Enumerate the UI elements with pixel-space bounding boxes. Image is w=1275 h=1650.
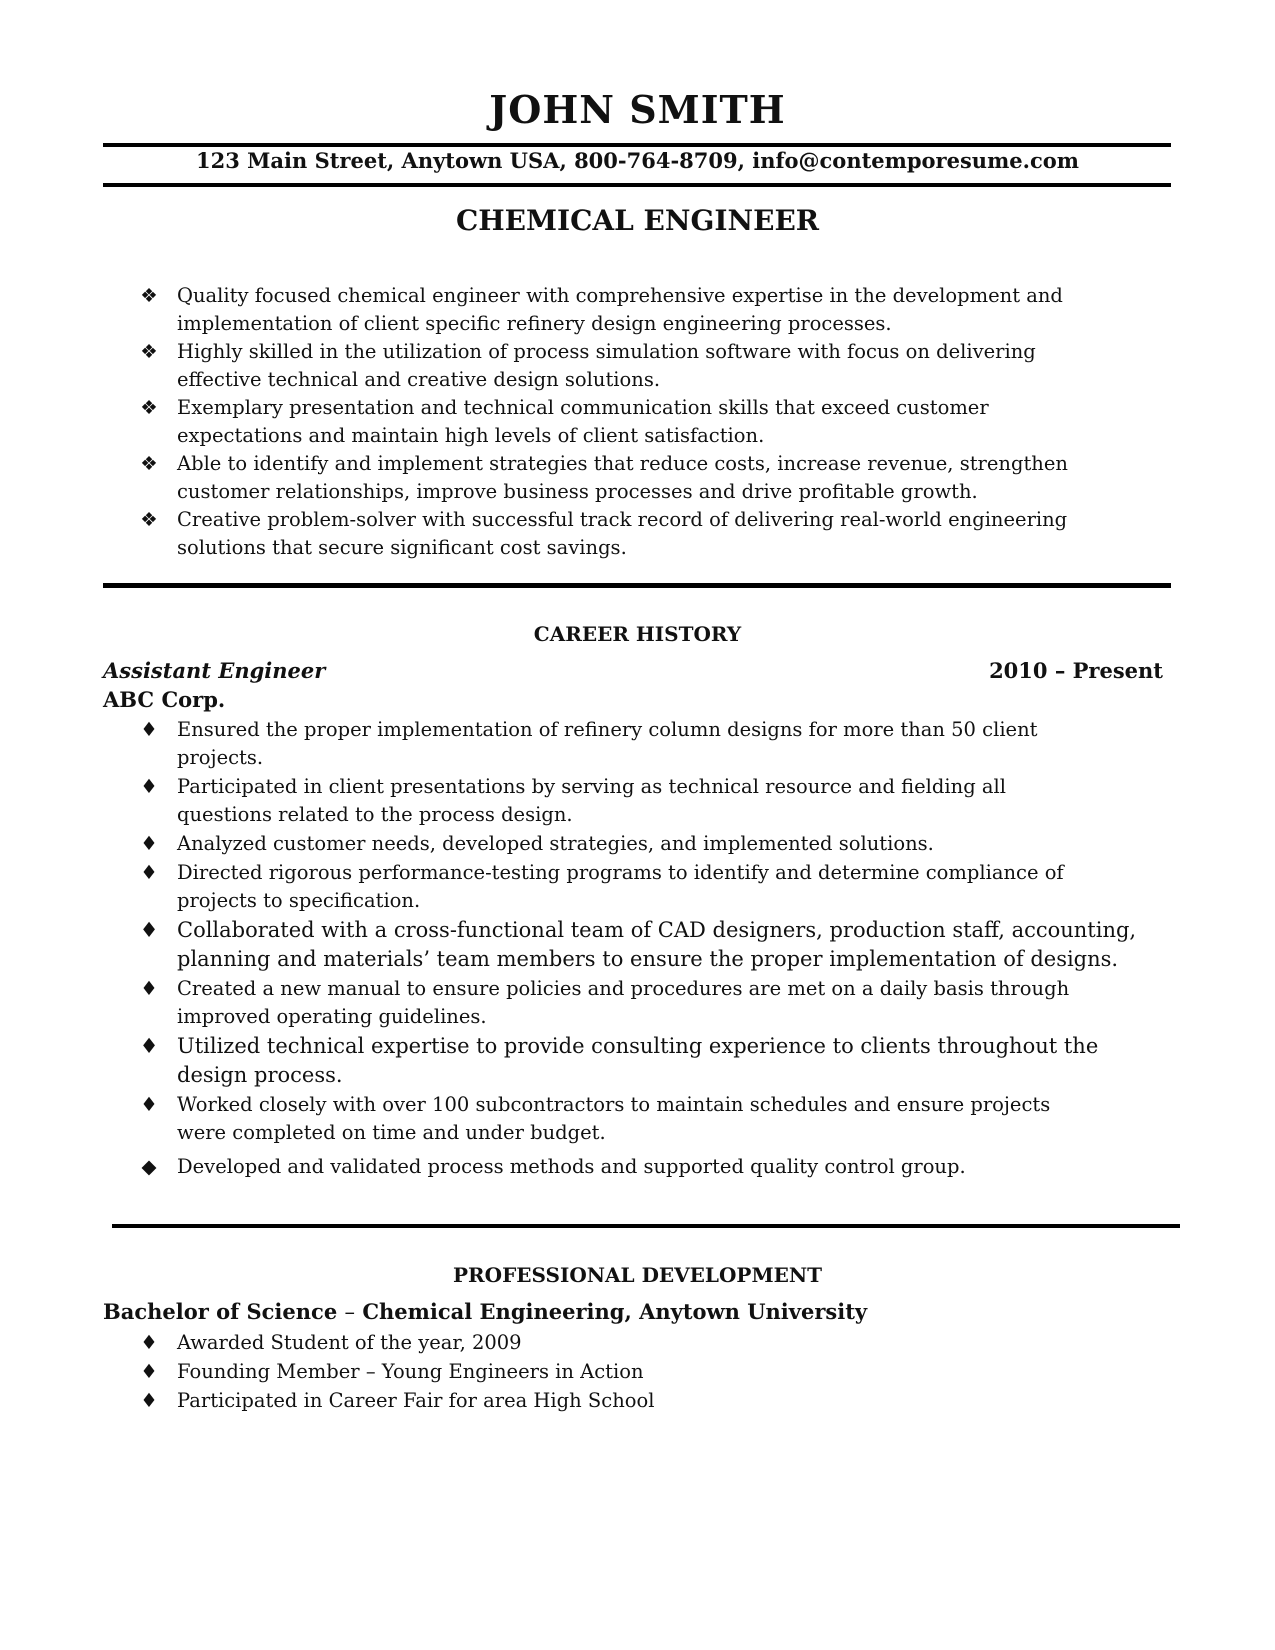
diamond-bullet-icon: ◆ <box>141 1155 157 1178</box>
diamond-bullet-icon: ♦ <box>140 1093 158 1116</box>
item-line: design process. <box>177 1063 343 1087</box>
list-item <box>103 830 1188 858</box>
item-line: Awarded Student of the year, 2009 <box>177 1331 522 1354</box>
list-item <box>103 1329 1103 1357</box>
item-line: questions related to the process design. <box>177 803 573 826</box>
list-item <box>103 450 1183 506</box>
header-rule-bottom <box>103 183 1171 187</box>
item-line: Highly skilled in the utilization of process simulation software with focus on delivering <box>177 340 1036 363</box>
item-line: Utilized technical expertise to provide consulting experience to clients throughout the <box>177 1034 1099 1058</box>
section-divider <box>112 1224 1180 1228</box>
diamond-four-icon: ❖ <box>140 396 158 419</box>
degree-name: Bachelor of Science <box>103 1299 338 1324</box>
item-line: Created a new manual to ensure policies and procedures are met on a daily basis through <box>177 977 1070 1000</box>
item-line: Exemplary presentation and technical communication skills that exceed customer <box>177 396 989 419</box>
contact-line: 123 Main Street, Anytown USA, 800-764-8709, info@contemporesume.com <box>196 148 1079 173</box>
item-line: implementation of client specific refinery design engineering processes. <box>177 312 892 335</box>
item-line: Worked closely with over 100 subcontractors to maintain schedules and ensure projects <box>177 1093 1051 1116</box>
list-item <box>103 338 1183 394</box>
item-line: expectations and maintain high levels of client satisfaction. <box>177 424 765 447</box>
list-item <box>103 1153 1188 1181</box>
list-item <box>103 975 1188 1031</box>
item-line: Developed and validated process methods and supported quality control group. <box>177 1155 966 1178</box>
diamond-bullet-icon: ♦ <box>140 775 158 798</box>
list-item <box>103 1032 1188 1090</box>
diamond-bullet-icon: ♦ <box>140 718 158 741</box>
item-line: Analyzed customer needs, developed strategies, and implemented solutions. <box>177 832 934 855</box>
item-line: improved operating guidelines. <box>177 1005 487 1028</box>
diamond-bullet-icon: ♦ <box>140 1360 158 1383</box>
professional-development-heading: PROFESSIONAL DEVELOPMENT <box>453 1263 822 1287</box>
diamond-bullet-icon: ♦ <box>140 1389 158 1412</box>
item-line: Ensured the proper implementation of refinery column designs for more than 50 client <box>177 718 1038 741</box>
list-item <box>103 1358 1103 1386</box>
diamond-bullet-icon: ♦ <box>139 1034 159 1058</box>
diamond-bullet-icon: ♦ <box>140 832 158 855</box>
degree-detail: Chemical Engineering, Anytown University <box>362 1299 868 1324</box>
diamond-bullet-icon: ♦ <box>140 861 158 884</box>
diamond-four-icon: ❖ <box>140 340 158 363</box>
career-history-heading: CAREER HISTORY <box>533 622 742 646</box>
job-target-title: CHEMICAL ENGINEER <box>455 204 820 237</box>
diamond-bullet-icon: ♦ <box>140 977 158 1000</box>
item-line: Participated in client presentations by serving as technical resource and fielding all <box>177 775 1006 798</box>
item-line: projects to specification. <box>177 889 421 912</box>
diamond-bullet-icon: ♦ <box>139 918 159 942</box>
diamond-four-icon: ❖ <box>140 284 158 307</box>
diamond-four-icon: ❖ <box>140 452 158 475</box>
list-item <box>103 1091 1188 1147</box>
job-title: Assistant Engineer <box>103 658 326 683</box>
item-line: planning and materials’ team members to ensure the proper implementation of designs. <box>177 947 1119 971</box>
list-item <box>103 916 1188 974</box>
candidate-name: JOHN SMITH <box>489 87 786 132</box>
list-item <box>103 394 1183 450</box>
summary-list <box>103 282 1183 562</box>
list-item <box>103 282 1183 338</box>
item-line: Founding Member – Young Engineers in Action <box>177 1360 644 1383</box>
item-line: Able to identify and implement strategies that reduce costs, increase revenue, strengthen <box>177 452 1068 475</box>
list-item <box>103 1387 1103 1415</box>
item-line: projects. <box>177 746 264 769</box>
item-line: Quality focused chemical engineer with comprehensive expertise in the development and <box>177 284 1063 307</box>
duties-list <box>103 716 1188 1182</box>
header-rule-top <box>103 143 1171 147</box>
list-item <box>103 506 1183 562</box>
development-list <box>103 1329 1103 1416</box>
diamond-four-icon: ❖ <box>140 508 158 531</box>
item-line: Collaborated with a cross-functional team of CAD designers, production staff, accounting, <box>177 918 1137 942</box>
item-line: customer relationships, improve business processes and drive profitable growth. <box>177 480 978 503</box>
company-name: ABC Corp. <box>103 687 226 712</box>
list-item <box>103 773 1188 829</box>
degree-line <box>103 1298 867 1326</box>
degree-separator: – <box>344 1300 356 1324</box>
item-line: were completed on time and under budget. <box>177 1121 606 1144</box>
list-item <box>103 716 1188 772</box>
item-line: Directed rigorous performance-testing programs to identify and determine compliance of <box>177 861 1064 884</box>
section-divider <box>103 583 1171 588</box>
item-line: Participated in Career Fair for area High School <box>177 1389 655 1412</box>
diamond-bullet-icon: ♦ <box>140 1331 158 1354</box>
list-item <box>103 859 1188 915</box>
item-line: effective technical and creative design solutions. <box>177 368 661 391</box>
item-line: solutions that secure significant cost savings. <box>177 536 627 559</box>
job-dates: 2010 – Present <box>989 658 1163 683</box>
item-line: Creative problem-solver with successful track record of delivering real-world engineering <box>177 508 1068 531</box>
